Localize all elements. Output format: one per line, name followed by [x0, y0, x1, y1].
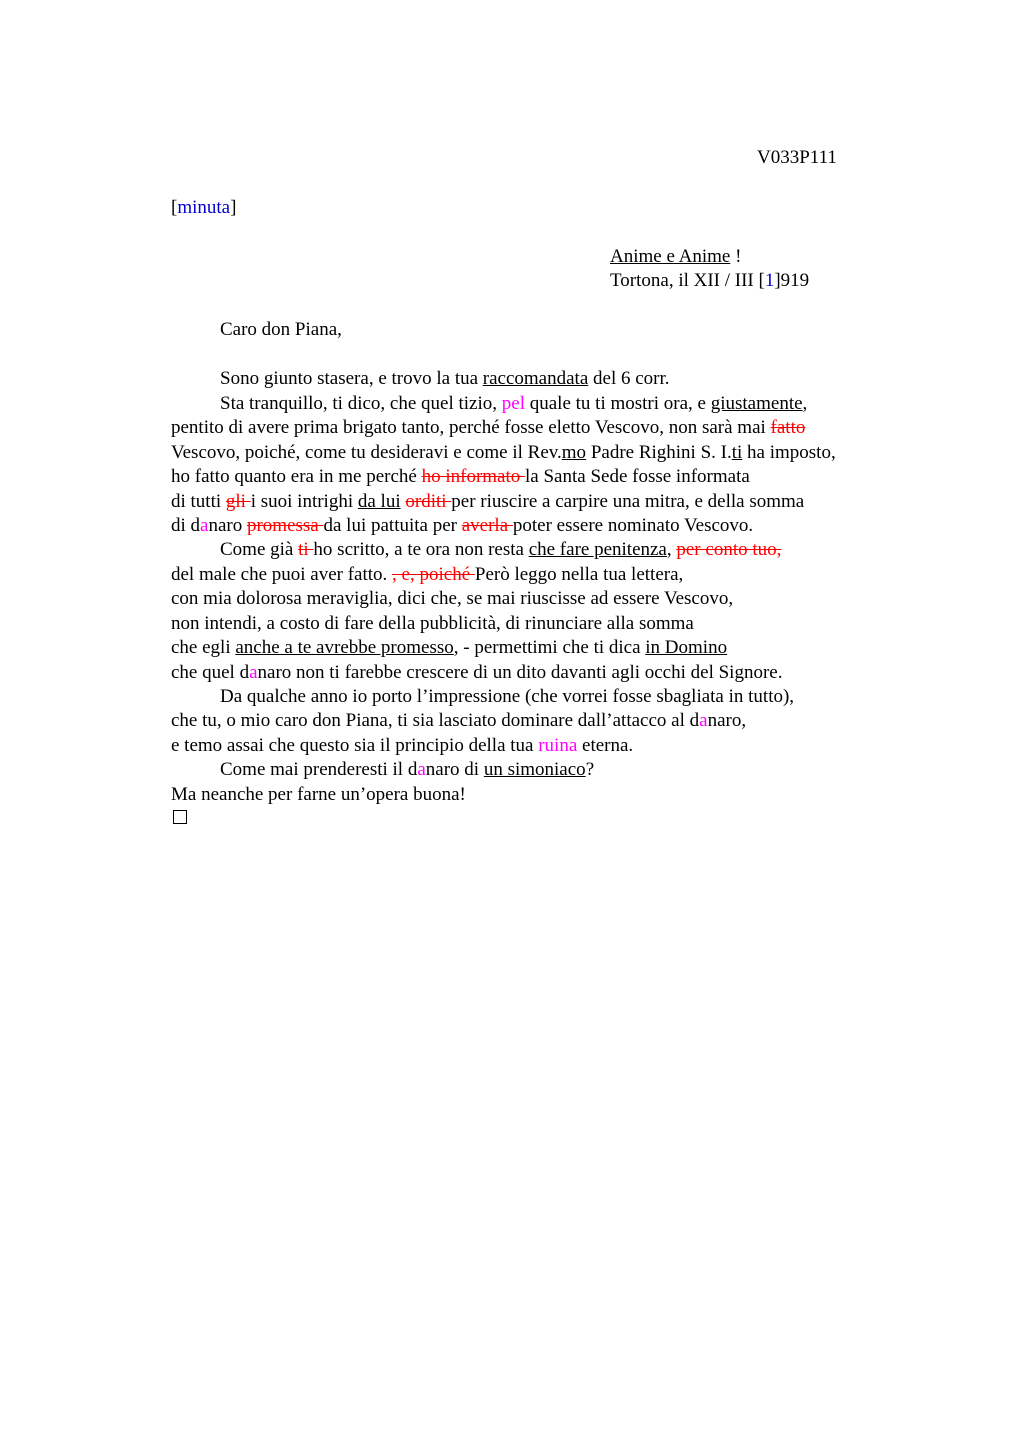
text: i suoi intrighi [250, 491, 358, 512]
place-date-post: ]919 [774, 270, 810, 291]
text: naro di [425, 759, 484, 780]
deleted-text: averla [461, 515, 513, 536]
body-line-11: non intendi, a costo di fare della pubblicità, di rinunciare alla somma [171, 613, 694, 634]
body-line-13 [171, 661, 782, 685]
body-line-1 [220, 367, 670, 391]
text: di d [171, 515, 201, 536]
text: Come già [220, 539, 299, 560]
deleted-text: , e, poiché [392, 564, 475, 585]
text: poter essere nominato Vescovo. [512, 515, 754, 536]
text: del male che puoi aver fatto. [171, 564, 393, 585]
underlined-text: giustamente [710, 393, 803, 414]
text: che quel d [171, 662, 250, 683]
body-line-10: con mia dolorosa meraviglia, dici che, se mai riuscisse ad essere Vescovo, [171, 588, 734, 609]
body-line-3 [171, 416, 805, 440]
text: Sono giunto stasera, e trovo la tua [220, 368, 483, 389]
text: naro non ti farebbe crescere di un dito davanti agli occhi del Signore. [257, 662, 783, 683]
deleted-text: ho informato [421, 466, 526, 487]
correction-text: a [699, 710, 708, 731]
text: Vescovo, poiché, come tu desideravi e come il Rev. [171, 442, 562, 463]
text: che tu, o mio caro don Piana, ti sia lasciato dominare dall’attacco al d [171, 710, 700, 731]
text: Padre Righini S. I. [586, 442, 732, 463]
minuta-word: minuta [177, 197, 231, 218]
text: , [802, 393, 808, 414]
salutation: Caro don Piana, [220, 319, 342, 340]
document-id: V033P111 [757, 147, 837, 168]
text: quale tu ti mostri ora, e [525, 393, 711, 414]
deleted-text: promessa [246, 515, 324, 536]
text: naro, [707, 710, 747, 731]
motto-text: Anime e Anime [610, 246, 731, 267]
text: eterna. [577, 735, 634, 756]
underlined-text: ti [731, 442, 743, 463]
body-line-8 [220, 538, 781, 562]
end-square-icon [173, 810, 187, 824]
body-line-14: Da qualche anno io porto l’impressione (che vorrei fosse sbagliata in tutto), [220, 686, 795, 707]
body-line-4 [171, 441, 836, 465]
place-date [610, 269, 809, 293]
body-line-12 [171, 636, 727, 660]
correction-text: a [200, 515, 209, 536]
text: da lui pattuita per [323, 515, 462, 536]
deleted-text: gli [225, 491, 251, 512]
text: , [666, 539, 677, 560]
correction-text: a [249, 662, 258, 683]
underlined-text: che fare penitenza [528, 539, 667, 560]
correction-text: ruina [538, 735, 578, 756]
year-fix: 1 [764, 270, 775, 291]
correction-text: a [417, 759, 426, 780]
text: naro [208, 515, 247, 536]
underlined-text: un simoniaco [483, 759, 586, 780]
text: e temo assai che questo sia il principio della tua [171, 735, 539, 756]
underlined-text: raccomandata [482, 368, 589, 389]
text: Sta tranquillo, ti dico, che quel tizio, [220, 393, 502, 414]
deleted-text: per conto tuo, [676, 539, 782, 560]
motto [610, 245, 741, 269]
place-date-pre: Tortona, il XII / III [ [610, 270, 765, 291]
body-line-16 [171, 734, 633, 758]
text: ? [585, 759, 595, 780]
underlined-text: anche a te avrebbe promesso [235, 637, 454, 658]
bracket-close: ] [230, 197, 237, 218]
deleted-text: ti [298, 539, 314, 560]
underlined-text: mo [561, 442, 587, 463]
body-line-5 [171, 465, 750, 489]
underlined-text: in Domino [645, 637, 728, 658]
text: la Santa Sede fosse informata [525, 466, 750, 487]
deleted-text: orditi [405, 491, 452, 512]
text: ho scritto, a te ora non resta [313, 539, 529, 560]
text: ho fatto quanto era in me perché [171, 466, 422, 487]
text: per riuscire a carpire una mitra, e della somma [451, 491, 805, 512]
underlined-text: da lui [357, 491, 401, 512]
bracket-open: [ [171, 197, 178, 218]
text: del 6 corr. [588, 368, 670, 389]
text: pentito di avere prima brigato tanto, perché fosse eletto Vescovo, non sarà mai [171, 417, 771, 438]
text: , - permettimi che ti dica [453, 637, 646, 658]
body-line-17 [220, 758, 594, 782]
body-line-7 [171, 514, 753, 538]
minuta-label [171, 196, 236, 220]
body-line-6 [171, 490, 804, 514]
motto-punct: ! [730, 246, 742, 267]
body-line-2 [220, 392, 807, 416]
body-line-15 [171, 709, 746, 733]
text: ha imposto, [742, 442, 836, 463]
body-line-9 [171, 563, 683, 587]
text: Però leggo nella tua lettera, [474, 564, 684, 585]
text: di tutti [171, 491, 226, 512]
text: che egli [171, 637, 236, 658]
body-line-18: Ma neanche per farne un’opera buona! [171, 784, 466, 805]
text: Come mai prenderesti il d [220, 759, 418, 780]
deleted-text: fatto [770, 417, 806, 438]
correction-text: pel [501, 393, 525, 414]
